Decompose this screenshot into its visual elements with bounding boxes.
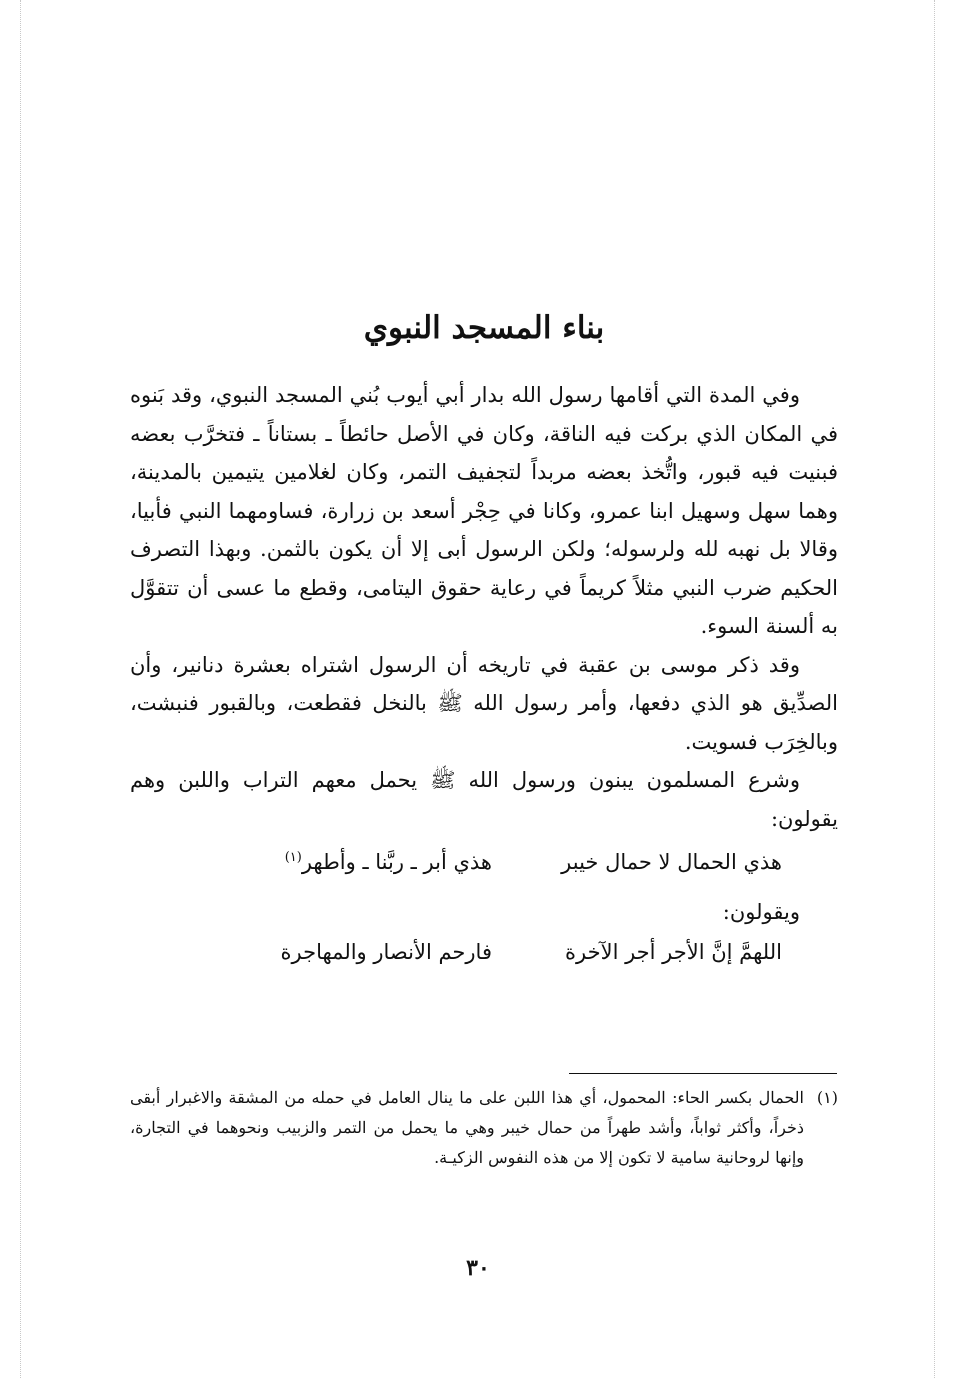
poem-verse [130,932,838,972]
page-number: ٣٠ [466,1255,490,1281]
footnote [130,1083,838,1173]
verse-second-half: فارحم الأنصار والمهاجرة [280,940,492,964]
paragraph: وفي المدة التي أقامها رسول الله بدار أبي أيوب بُني المسجد النبوي، وقد بَنوه في المكان الذي بركت فيه الناقة، وكان في الأصل حائطاً ـ بستاناً ـ فتخرَّب بعضه فبنيت فيه قبور، واتُّخذ بعضه مربداً لتجفيف التمر، وكان لغلامين يتيمين بالمدينة، وهما سهل وسهيل ابنا عمرو، وكانا في حِجْر أسعد بن زرارة، فساومهما النبي فأبيا، وقالا بل نهبه لله ولرسوله؛ ولكن الرسول أبى إلا أن يكون بالثمن. وبهذا التصرف الحكيم ضرب النبي مثلاً كريماً في رعاية حقوق اليتامى، وقطع ما عسى أن تتقوَّل به ألسنة السوء. [130,383,838,638]
paragraph: وشرع المسلمون يبنون ورسول الله ﷺ يحمل معهم التراب واللبن وهم يقولون: [130,768,838,831]
verse-first-half: هذي الحمال لا حمال خيبر [561,850,782,874]
scan-dotted-line [934,0,935,1378]
verse-intro: ويقولون: [722,900,800,924]
footnote-body [130,1083,838,1173]
poem-verse [130,842,838,882]
verse-second-half-text: هذي أبر ـ ربَّنا ـ وأطهر [301,850,492,874]
scan-dotted-line [20,0,21,1378]
footnote-marker: (١) [284,850,302,865]
paragraph: وقد ذكر موسى بن عقبة في تاريخه أن الرسول اشتراه بعشرة دنانير، وأن الصدِّيق هو الذي دفعها، وأمر رسول الله ﷺ بالنخل فقطعت، وبالقبور فنبشت، وبالخِرَب فسويت. [130,652,838,754]
footnote-divider [569,1073,837,1074]
main-text [130,300,838,972]
verse-second-half [192,842,492,882]
footnote-number: (١) [816,1088,838,1107]
page-title: بناء المسجد النبوي [363,310,605,346]
verse-first-half: اللهمَّ إنَّ الأجر أجر الآخرة [565,940,782,964]
footnote-text: الحمال بكسر الحاء: المحمول، أي هذا اللبن على ما ينال العامل في حمله من المشقة والاغبرار أبقى ذخراً، وأكثر ثواباً، وأشد طهراً من حمال خيبر وهي ما يحمل من التمر والزبيب ونحوهما في التجارة، وإنها لروحانية سامية لا تكون إلا من هذه النفوس الزكيـة. [130,1088,804,1167]
